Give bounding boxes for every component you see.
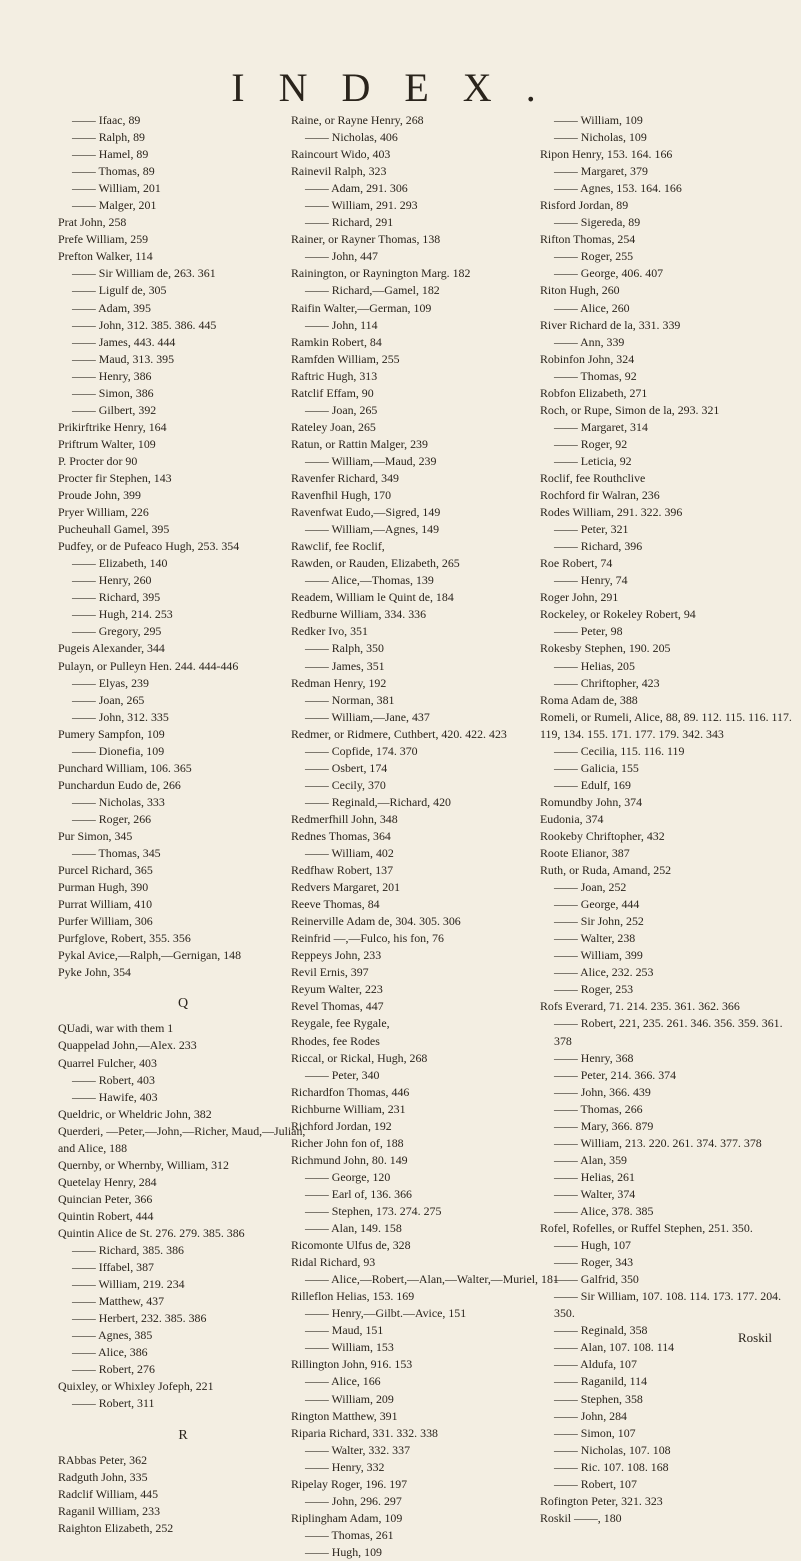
index-entry: Purcel Richard, 365 — [58, 863, 153, 878]
index-entry: Rokesby Stephen, 190. 205 — [540, 641, 671, 656]
index-entry: —— Peter, 340 — [305, 1067, 380, 1082]
index-entry: Quintin Alice de St. 276. 279. 385. 386 — [58, 1226, 245, 1240]
index-entry: Richardfon Thomas, 446 — [291, 1084, 410, 1099]
index-entry: —— Alice, 166 — [305, 1374, 381, 1389]
index-entry: Redmerfhill John, 348 — [291, 811, 398, 826]
index-entry: —— Stephen, 173. 274. 275 — [305, 1204, 442, 1218]
index-entry: Rednes Thomas, 364 — [291, 828, 391, 843]
index-entry: Ruth, or Ruda, Amand, 252 — [540, 863, 672, 878]
index-entry: —— Walter, 332. 337 — [305, 1442, 411, 1457]
index-entry: Ravenfwat Eudo,—Sigred, 149 — [291, 505, 441, 520]
index-entry: —— Margaret, 314 — [554, 419, 648, 434]
index-entry: —— James, 351 — [305, 658, 385, 673]
index-entry: —— Richard, 395 — [72, 590, 161, 605]
index-entry: Rodes William, 291. 322. 396 — [540, 505, 683, 520]
index-entry: Roclif, fee Routhclive — [540, 470, 646, 485]
index-column-3 — [540, 112, 796, 1527]
index-entry: Punchard William, 106. 365 — [58, 760, 192, 775]
index-entry: Raganil William, 233 — [58, 1503, 161, 1518]
index-entry: Quintin Robert, 444 — [58, 1208, 154, 1223]
index-entry: Redfhaw Robert, 137 — [291, 863, 394, 878]
index-entry: —— William, 291. 293 — [305, 198, 418, 213]
index-entry: —— Reginald,—Richard, 420 — [305, 794, 451, 809]
index-entry: Revel Thomas, 447 — [291, 999, 384, 1014]
index-entry: —— William, 402 — [305, 846, 394, 861]
index-entry: Proude John, 399 — [58, 488, 141, 503]
index-entry: —— Maud, 313. 395 — [72, 351, 175, 366]
index-entry: Ravenfer Richard, 349 — [291, 470, 399, 485]
index-entry: Rhodes, fee Rodes — [291, 1033, 380, 1048]
index-entry: —— Margaret, 379 — [554, 164, 648, 179]
index-entry: —— Alan, 359 — [554, 1152, 627, 1167]
index-entry: Radguth John, 335 — [58, 1469, 148, 1484]
index-entry: —— Aldufa, 107 — [554, 1357, 637, 1372]
index-entry: Redker Ivo, 351 — [291, 624, 368, 639]
index-entry: —— Joan, 265 — [72, 692, 145, 707]
index-entry: Roote Elianor, 387 — [540, 846, 630, 861]
index-entry: —— Herbert, 232. 385. 386 — [72, 1311, 207, 1326]
index-entry: —— Galicia, 155 — [554, 760, 639, 775]
index-entry: —— Alice, 260 — [554, 300, 630, 315]
index-entry: —— Galfrid, 350 — [554, 1272, 639, 1287]
index-entry: Rainer, or Rayner Thomas, 138 — [291, 232, 441, 247]
section-letter: R — [178, 1427, 188, 1443]
index-entry: —— Earl of, 136. 366 — [305, 1186, 412, 1201]
index-entry: —— Peter, 321 — [554, 522, 629, 537]
index-entry: Riplingham Adam, 109 — [291, 1510, 403, 1525]
index-entry: Risford Jordan, 89 — [540, 198, 629, 213]
index-entry: Rateley Joan, 265 — [291, 419, 376, 434]
index-entry: —— George, 444 — [554, 897, 640, 912]
index-entry: Redburne William, 334. 336 — [291, 607, 427, 622]
index-entry: Prefton Walker, 114 — [58, 249, 153, 264]
index-entry: Prat John, 258 — [58, 215, 127, 230]
index-entry: —— Alice, 386 — [72, 1345, 148, 1360]
index-entry: P. Procter dor 90 — [58, 453, 138, 468]
index-entry-initial: QUadi, war with them 1 — [58, 1021, 174, 1036]
index-entry: Riccal, or Rickal, Hugh, 268 — [291, 1050, 428, 1065]
index-entry: —— James, 443. 444 — [72, 334, 176, 349]
index-entry: —— Helias, 261 — [554, 1169, 635, 1184]
index-entry: Pumery Sampfon, 109 — [58, 726, 165, 741]
index-entry: Pyke John, 354 — [58, 965, 131, 980]
index-entry: Reinerville Adam de, 304. 305. 306 — [291, 914, 461, 929]
index-entry: Rofel, Rofelles, or Ruffel Stephen, 251. 350. — [540, 1221, 753, 1236]
index-entry: —— Elizabeth, 140 — [72, 556, 168, 571]
index-entry: Prikirftrike Henry, 164 — [58, 419, 167, 434]
index-entry: —— Agnes, 153. 164. 166 — [554, 181, 682, 196]
index-entry: Raftric Hugh, 313 — [291, 368, 378, 383]
index-entry: —— Richard,—Gamel, 182 — [305, 283, 440, 298]
index-entry: —— Richard, 396 — [554, 539, 643, 554]
index-entry: Ramkin Robert, 84 — [291, 334, 382, 349]
index-entry: —— Gilbert, 392 — [72, 402, 157, 417]
index-entry: Quernby, or Whernby, William, 312 — [58, 1157, 229, 1172]
index-entry: Raighton Elizabeth, 252 — [58, 1520, 174, 1535]
index-entry: —— Roger, 253 — [554, 982, 634, 997]
index-entry: Readem, William le Quint de, 184 — [291, 590, 454, 605]
index-entry: —— John, 296. 297 — [305, 1493, 402, 1508]
index-entry: Richmund John, 80. 149 — [291, 1152, 408, 1167]
index-entry: Redvers Margaret, 201 — [291, 880, 401, 895]
index-entry: Rofington Peter, 321. 323 — [540, 1493, 663, 1508]
index-entry: Quappelad John,—Alex. 233 — [58, 1038, 197, 1053]
index-entry: Rainington, or Raynington Marg. 182 — [291, 266, 471, 281]
index-entry: Quixley, or Whixley Jofeph, 221 — [58, 1379, 214, 1394]
index-entry: —— Alice,—Robert,—Alan,—Walter,—Muriel, 181 — [305, 1272, 559, 1287]
index-entry: —— William,—Agnes, 149 — [305, 522, 440, 537]
index-entry: Robfon Elizabeth, 271 — [540, 385, 648, 400]
index-entry: —— John, 312. 335 — [72, 709, 169, 724]
index-entry: —— Copfide, 174. 370 — [305, 743, 418, 758]
index-entry: —— Roger, 343 — [554, 1255, 634, 1270]
index-entry-initial: RAbbas Peter, 362 — [58, 1452, 148, 1467]
index-entry: —— Iffabel, 387 — [72, 1260, 155, 1275]
index-entry: —— Elyas, 239 — [72, 675, 149, 690]
index-entry: Pryer William, 226 — [58, 505, 149, 520]
index-entry: —— Adam, 395 — [72, 300, 151, 315]
index-entry: Rawden, or Rauden, Elizabeth, 265 — [291, 556, 460, 571]
index-entry: Ravenfhil Hugh, 170 — [291, 488, 392, 503]
index-entry: —— Peter, 98 — [554, 624, 623, 639]
index-entry: —— Adam, 291. 306 — [305, 181, 408, 196]
page-title: INDEX. — [231, 65, 570, 110]
index-entry: —— Sigereda, 89 — [554, 215, 641, 230]
index-entry: —— Ann, 339 — [554, 334, 625, 349]
index-entry: —— John, 284 — [554, 1408, 627, 1423]
index-entry: Pudfey, or de Pufeaco Hugh, 253. 354 — [58, 539, 240, 554]
index-entry: Reyum Walter, 223 — [291, 982, 383, 997]
index-entry: —— Alice,—Thomas, 139 — [305, 573, 434, 588]
index-entry: —— Nicholas, 333 — [72, 794, 165, 809]
index-column-2 — [291, 112, 559, 1561]
index-entry: —— Alan, 107. 108. 114 — [554, 1340, 675, 1355]
index-entry: Rawclif, fee Roclif, — [291, 539, 385, 554]
index-entry: Reeve Thomas, 84 — [291, 897, 380, 912]
index-entry: —— Edulf, 169 — [554, 777, 631, 792]
index-entry: —— Walter, 238 — [554, 931, 636, 946]
index-entry: —— Robert, 403 — [72, 1072, 155, 1087]
index-entry: —— William, 399 — [554, 948, 643, 963]
index-entry: Rilleflon Helias, 153. 169 — [291, 1289, 415, 1304]
index-entry: —— William,—Jane, 437 — [305, 709, 430, 724]
index-entry: —— Ric. 107. 108. 168 — [554, 1459, 669, 1474]
index-entry: —— Ralph, 89 — [72, 130, 145, 145]
index-entry: —— Roger, 92 — [554, 436, 628, 451]
index-entry: —— Peter, 214. 366. 374 — [554, 1067, 677, 1082]
index-entry: Radclif William, 445 — [58, 1486, 159, 1501]
index-entry: —— Cecilia, 115. 116. 119 — [554, 743, 685, 758]
index-entry: —— Nicholas, 109 — [554, 130, 647, 145]
index-entry: —— Joan, 265 — [305, 402, 378, 417]
index-entry: Rainevil Ralph, 323 — [291, 164, 387, 179]
index-entry: —— Henry, 368 — [554, 1050, 634, 1065]
index-entry: —— William, 213. 220. 261. 374. 377. 378 — [554, 1135, 762, 1150]
index-entry: —— William, 219. 234 — [72, 1277, 185, 1292]
index-entry: —— Helias, 205 — [554, 658, 635, 673]
index-entry: Procter fir Stephen, 143 — [58, 470, 172, 485]
index-entry: —— Henry, 74 — [554, 573, 628, 588]
index-entry: Roe Robert, 74 — [540, 556, 613, 571]
index-entry: —— Thomas, 261 — [305, 1527, 394, 1542]
index-entry: Purfglove, Robert, 355. 356 — [58, 931, 191, 946]
index-entry: Richburne William, 231 — [291, 1101, 406, 1116]
index-entry: Rifton Thomas, 254 — [540, 232, 636, 247]
index-entry: Priftrum Walter, 109 — [58, 436, 156, 451]
index-entry: —— Cecily, 370 — [305, 777, 386, 792]
index-entry: —— Agnes, 385 — [72, 1328, 153, 1343]
index-entry: Ramfden William, 255 — [291, 351, 400, 366]
index-entry: Roskil ——, 180 — [540, 1510, 622, 1525]
index-entry: Robinfon John, 324 — [540, 351, 635, 366]
index-entry: —— Dionefia, 109 — [72, 743, 165, 758]
index-entry: —— Richard, 385. 386 — [72, 1243, 184, 1258]
index-entry: Reygale, fee Rygale, — [291, 1016, 390, 1031]
index-entry: Pur Simon, 345 — [58, 828, 133, 843]
index-entry: Eudonia, 374 — [540, 811, 604, 826]
index-entry: Prefe William, 259 — [58, 232, 149, 247]
index-entry: Rillington John, 916. 153 — [291, 1357, 413, 1372]
index-entry: River Richard de la, 331. 339 — [540, 317, 681, 332]
index-entry: Roch, or Rupe, Simon de la, 293. 321 — [540, 402, 720, 417]
index-entry: Purman Hugh, 390 — [58, 880, 149, 895]
index-entry: —— George, 120 — [305, 1169, 391, 1184]
index-entry: —— Walter, 374 — [554, 1186, 636, 1201]
index-entry: —— John, 447 — [305, 249, 378, 264]
index-entry: Ridal Richard, 93 — [291, 1255, 376, 1270]
index-entry: —— Matthew, 437 — [72, 1294, 165, 1309]
index-entry: —— Thomas, 92 — [554, 368, 637, 383]
index-entry: Revil Ernis, 397 — [291, 965, 369, 980]
index-entry: —— Raganild, 114 — [554, 1374, 648, 1389]
index-entry: Rookeby Chriftopher, 432 — [540, 828, 665, 843]
index-entry: Pucheuhall Gamel, 395 — [58, 522, 170, 537]
index-entry: —— Hawife, 403 — [72, 1089, 158, 1104]
index-entry: Rockeley, or Rokeley Robert, 94 — [540, 607, 696, 622]
index-entry: Raincourt Wido, 403 — [291, 147, 391, 162]
index-entry: Romundby John, 374 — [540, 794, 643, 809]
index-entry: Punchardun Eudo de, 266 — [58, 777, 181, 792]
index-entry: —— William, 209 — [305, 1391, 394, 1406]
index-entry: —— Roger, 255 — [554, 249, 634, 264]
index-entry: —— Thomas, 345 — [72, 846, 161, 861]
index-entry: —— Maud, 151 — [305, 1323, 384, 1338]
index-entry: —— Mary, 366. 879 — [554, 1118, 654, 1133]
index-entry: Roma Adam de, 388 — [540, 692, 638, 707]
index-entry: —— Stephen, 358 — [554, 1391, 643, 1406]
index-entry: —— John, 366. 439 — [554, 1084, 651, 1099]
index-entry: —— William, 109 — [554, 113, 643, 127]
index-entry: Querderi, —Peter,—John,—Richer, Maud,—Julian, and Alice, 188 — [58, 1123, 306, 1155]
index-entry: —— Joan, 252 — [554, 880, 627, 895]
index-entry: Ratun, or Rattin Malger, 239 — [291, 436, 428, 451]
index-entry: —— Robert, 276 — [72, 1362, 155, 1377]
index-entry: —— Nicholas, 107. 108 — [554, 1442, 671, 1457]
index-entry: —— Alan, 149. 158 — [305, 1221, 402, 1236]
index-entry: Rington Matthew, 391 — [291, 1408, 398, 1423]
index-entry: —— Henry,—Gilbt.—Avice, 151 — [305, 1306, 467, 1321]
index-entry: Redman Henry, 192 — [291, 675, 387, 690]
index-entry: Purfer William, 306 — [58, 914, 153, 929]
index-entry: Redmer, or Ridmere, Cuthbert, 420. 422. 423 — [291, 726, 507, 741]
index-entry: —— Hugh, 109 — [305, 1544, 382, 1559]
index-entry: Ripelay Roger, 196. 197 — [291, 1476, 408, 1491]
index-entry: Quarrel Fulcher, 403 — [58, 1055, 157, 1070]
index-entry: —— Sir William de, 263. 361 — [72, 266, 216, 281]
index-entry: —— Thomas, 89 — [72, 164, 155, 179]
index-entry: —— Simon, 386 — [72, 385, 154, 400]
index-entry: —— Osbert, 174 — [305, 760, 388, 775]
index-entry: —— Thomas, 266 — [554, 1101, 643, 1116]
index-entry: —— William, 153 — [305, 1340, 394, 1355]
index-entry: Ripon Henry, 153. 164. 166 — [540, 147, 673, 162]
index-entry: —— Chriftopher, 423 — [554, 675, 660, 690]
index-entry: Ricomonte Ulfus de, 328 — [291, 1238, 411, 1253]
index-entry: Romeli, or Rumeli, Alice, 88, 89. 112. 115. 116. 117. 119, 134. 155. 171. 177. 179. 342. 343 — [540, 709, 792, 741]
index-entry: —— Alice, 378. 385 — [554, 1204, 654, 1218]
index-entry: —— Henry, 260 — [72, 573, 152, 588]
index-entry: Quincian Peter, 366 — [58, 1191, 153, 1206]
index-entry: —— Simon, 107 — [554, 1425, 636, 1440]
index-entry: —— Reginald, 358 — [554, 1323, 648, 1338]
index-entry: Roger John, 291 — [540, 590, 619, 605]
index-entry: Rochford fir Walran, 236 — [540, 488, 660, 503]
index-entry: Riton Hugh, 260 — [540, 283, 620, 298]
index-entry: —— Leticia, 92 — [554, 453, 632, 468]
index-column-1 — [58, 112, 308, 1537]
index-entry: Raifin Walter,—German, 109 — [291, 300, 432, 315]
section-letter: Q — [177, 996, 189, 1012]
index-entry: —— Sir William, 107. 108. 114. 173. 177. 204. 350. — [554, 1289, 782, 1321]
index-entry: —— Alice, 232. 253 — [554, 965, 654, 980]
index-entry: —— Ralph, 350 — [305, 641, 384, 656]
index-entry: Richer John fon of, 188 — [291, 1135, 404, 1150]
index-entry: —— William,—Maud, 239 — [305, 453, 437, 468]
index-entry: —— Roger, 266 — [72, 811, 152, 826]
index-entry: —— Ligulf de, 305 — [72, 283, 167, 298]
catchword: Roskil — [738, 1330, 772, 1345]
index-entry: —— John, 312. 385. 386. 445 — [72, 317, 217, 332]
index-entry: —— Hugh, 214. 253 — [72, 607, 173, 622]
index-entry: —— Henry, 332 — [305, 1459, 385, 1474]
index-entry: Quetelay Henry, 284 — [58, 1174, 157, 1189]
index-entry: —— Hugh, 107 — [554, 1238, 631, 1253]
index-entry: —— Gregory, 295 — [72, 624, 162, 639]
index-entry: —— Robert, 107 — [554, 1476, 637, 1491]
index-entry: —— Henry, 386 — [72, 368, 152, 383]
index-entry: —— Hamel, 89 — [72, 147, 149, 162]
index-entry: Rofs Everard, 71. 214. 235. 361. 362. 366 — [540, 999, 740, 1014]
index-entry: Purrat William, 410 — [58, 897, 153, 912]
index-entry: Raine, or Rayne Henry, 268 — [291, 113, 424, 127]
index-entry: Richford Jordan, 192 — [291, 1118, 392, 1133]
index-entry: Riparia Richard, 331. 332. 338 — [291, 1425, 438, 1440]
index-entry: —— John, 114 — [305, 317, 378, 332]
index-entry: Pykal Avice,—Ralph,—Gernigan, 148 — [58, 948, 242, 963]
index-entry: —— William, 201 — [72, 181, 161, 196]
index-entry: Reinfrid —,—Fulco, his fon, 76 — [291, 931, 444, 946]
index-entry: Ratclif Effam, 90 — [291, 385, 374, 400]
index-entry: —— Nicholas, 406 — [305, 130, 398, 145]
index-entry: —— Sir John, 252 — [554, 914, 644, 929]
index-entry: —— George, 406. 407 — [554, 266, 664, 281]
index-entry: Pugeis Alexander, 344 — [58, 641, 165, 656]
index-entry: Queldric, or Wheldric John, 382 — [58, 1106, 212, 1121]
index-entry: —— Robert, 311 — [72, 1396, 155, 1411]
index-entry: —— Richard, 291 — [305, 215, 394, 230]
index-entry: —— Robert, 221, 235. 261. 346. 356. 359. 361. 378 — [554, 1016, 783, 1048]
index-entry: —— Ifaac, 89 — [72, 113, 141, 127]
index-entry: Reppeys John, 233 — [291, 948, 382, 963]
index-entry: —— Norman, 381 — [305, 692, 395, 707]
index-entry: —— Malger, 201 — [72, 198, 157, 213]
index-entry: Pulayn, or Pulleyn Hen. 244. 444-446 — [58, 658, 239, 673]
